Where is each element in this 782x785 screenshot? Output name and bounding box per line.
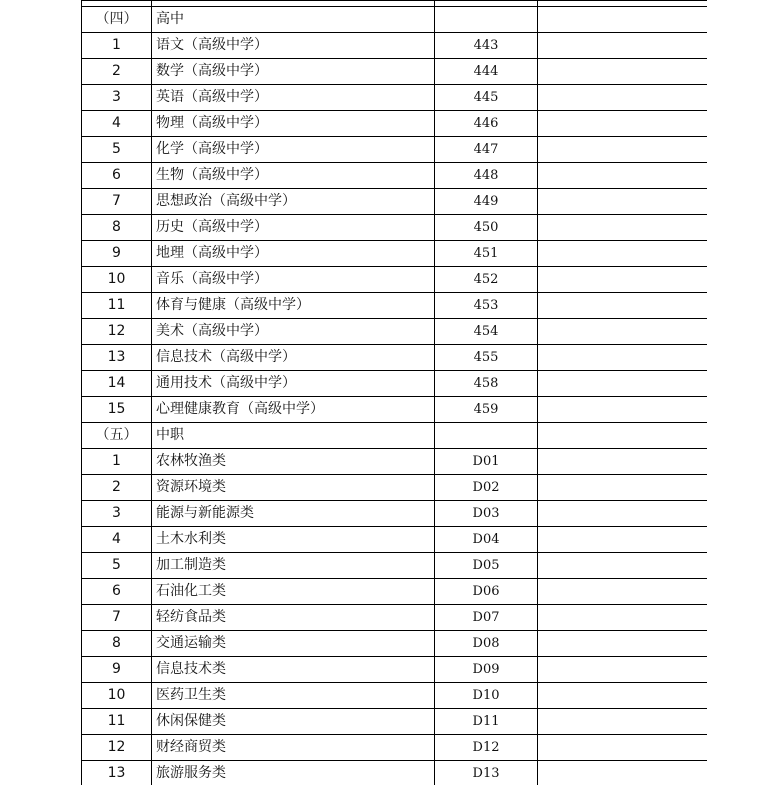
subject-name: 地理（高级中学） xyxy=(152,241,435,267)
remark-cell xyxy=(538,163,708,189)
subject-code: 446 xyxy=(435,111,538,137)
subject-name: 加工制造类 xyxy=(152,553,435,579)
table-row xyxy=(82,527,708,553)
row-number: 11 xyxy=(82,709,152,735)
subject-table-body xyxy=(82,1,708,785)
remark-cell xyxy=(538,631,708,657)
row-number: 8 xyxy=(82,215,152,241)
subject-name: 化学（高级中学） xyxy=(152,137,435,163)
table-row xyxy=(82,761,708,785)
remark-cell xyxy=(538,761,708,785)
subject-name: 思想政治（高级中学） xyxy=(152,189,435,215)
section-code-cell xyxy=(435,7,538,33)
subject-name: 心理健康教育（高级中学） xyxy=(152,397,435,423)
subject-code: 458 xyxy=(435,371,538,397)
table-row xyxy=(82,475,708,501)
subject-name: 旅游服务类 xyxy=(152,761,435,785)
remark-cell xyxy=(538,709,708,735)
table-row xyxy=(82,605,708,631)
subject-code: D04 xyxy=(435,527,538,553)
subject-code: D11 xyxy=(435,709,538,735)
subject-code: 455 xyxy=(435,345,538,371)
row-number: 4 xyxy=(82,527,152,553)
row-number: 10 xyxy=(82,683,152,709)
section-header-row xyxy=(82,423,708,449)
remark-cell xyxy=(538,527,708,553)
table-row xyxy=(82,709,708,735)
subject-code: D07 xyxy=(435,605,538,631)
remark-cell xyxy=(538,371,708,397)
table-row xyxy=(82,85,708,111)
table-row xyxy=(82,33,708,59)
subject-code: 450 xyxy=(435,215,538,241)
subject-table-container xyxy=(81,0,707,785)
row-number: 1 xyxy=(82,33,152,59)
subject-code: 448 xyxy=(435,163,538,189)
row-number: 12 xyxy=(82,735,152,761)
row-number: 5 xyxy=(82,137,152,163)
row-number: 10 xyxy=(82,267,152,293)
subject-name: 石油化工类 xyxy=(152,579,435,605)
subject-code: D08 xyxy=(435,631,538,657)
subject-name: 信息技术（高级中学） xyxy=(152,345,435,371)
subject-name: 土木水利类 xyxy=(152,527,435,553)
subject-name: 数学（高级中学） xyxy=(152,59,435,85)
subject-table xyxy=(81,0,707,785)
remark-cell xyxy=(538,579,708,605)
subject-name: 能源与新能源类 xyxy=(152,501,435,527)
subject-name: 体育与健康（高级中学） xyxy=(152,293,435,319)
remark-cell xyxy=(538,501,708,527)
remark-cell xyxy=(538,33,708,59)
table-row xyxy=(82,371,708,397)
row-number: 8 xyxy=(82,631,152,657)
row-number: 2 xyxy=(82,59,152,85)
subject-code: D02 xyxy=(435,475,538,501)
table-row xyxy=(82,553,708,579)
remark-cell xyxy=(538,137,708,163)
row-number: 11 xyxy=(82,293,152,319)
row-number: 6 xyxy=(82,163,152,189)
row-number: 7 xyxy=(82,605,152,631)
table-row xyxy=(82,345,708,371)
table-row xyxy=(82,189,708,215)
subject-name: 财经商贸类 xyxy=(152,735,435,761)
row-number: 3 xyxy=(82,85,152,111)
row-number: 12 xyxy=(82,319,152,345)
subject-code: 459 xyxy=(435,397,538,423)
remark-cell xyxy=(538,397,708,423)
row-number: 1 xyxy=(82,449,152,475)
subject-code: D03 xyxy=(435,501,538,527)
table-row xyxy=(82,657,708,683)
subject-code: 453 xyxy=(435,293,538,319)
row-number: 13 xyxy=(82,761,152,785)
table-row xyxy=(82,683,708,709)
subject-name: 生物（高级中学） xyxy=(152,163,435,189)
table-row xyxy=(82,397,708,423)
row-number: 2 xyxy=(82,475,152,501)
subject-name: 信息技术类 xyxy=(152,657,435,683)
section-title: 高中 xyxy=(152,7,435,33)
subject-code: 449 xyxy=(435,189,538,215)
subject-name: 语文（高级中学） xyxy=(152,33,435,59)
remark-cell xyxy=(538,449,708,475)
remark-cell xyxy=(538,267,708,293)
row-number: 14 xyxy=(82,371,152,397)
subject-name: 交通运输类 xyxy=(152,631,435,657)
table-row xyxy=(82,241,708,267)
row-number: 7 xyxy=(82,189,152,215)
row-number: 6 xyxy=(82,579,152,605)
subject-name: 资源环境类 xyxy=(152,475,435,501)
table-row xyxy=(82,735,708,761)
remark-cell xyxy=(538,553,708,579)
table-row xyxy=(82,631,708,657)
subject-code: D13 xyxy=(435,761,538,785)
subject-code: 454 xyxy=(435,319,538,345)
table-row xyxy=(82,293,708,319)
section-header-row xyxy=(82,7,708,33)
remark-cell xyxy=(538,345,708,371)
subject-code: D05 xyxy=(435,553,538,579)
remark-cell xyxy=(538,111,708,137)
subject-code: 452 xyxy=(435,267,538,293)
remark-cell xyxy=(538,319,708,345)
table-row xyxy=(82,319,708,345)
subject-code: D12 xyxy=(435,735,538,761)
section-remark-cell xyxy=(538,7,708,33)
subject-name: 英语（高级中学） xyxy=(152,85,435,111)
section-code-cell xyxy=(435,423,538,449)
remark-cell xyxy=(538,85,708,111)
row-number: 4 xyxy=(82,111,152,137)
remark-cell xyxy=(538,657,708,683)
row-number: 9 xyxy=(82,657,152,683)
remark-cell xyxy=(538,683,708,709)
subject-name: 美术（高级中学） xyxy=(152,319,435,345)
subject-code: 444 xyxy=(435,59,538,85)
table-row xyxy=(82,111,708,137)
subject-code: 445 xyxy=(435,85,538,111)
subject-name: 通用技术（高级中学） xyxy=(152,371,435,397)
remark-cell xyxy=(538,475,708,501)
subject-code: 443 xyxy=(435,33,538,59)
subject-code: 451 xyxy=(435,241,538,267)
row-number: 3 xyxy=(82,501,152,527)
remark-cell xyxy=(538,215,708,241)
subject-name: 历史（高级中学） xyxy=(152,215,435,241)
remark-cell xyxy=(538,241,708,267)
subject-code: D06 xyxy=(435,579,538,605)
section-index: （四） xyxy=(82,7,152,33)
section-title: 中职 xyxy=(152,423,435,449)
table-row xyxy=(82,59,708,85)
section-index: （五） xyxy=(82,423,152,449)
subject-code: D10 xyxy=(435,683,538,709)
remark-cell xyxy=(538,735,708,761)
subject-code: 447 xyxy=(435,137,538,163)
row-number: 15 xyxy=(82,397,152,423)
subject-name: 休闲保健类 xyxy=(152,709,435,735)
row-number: 5 xyxy=(82,553,152,579)
remark-cell xyxy=(538,59,708,85)
remark-cell xyxy=(538,293,708,319)
table-row xyxy=(82,449,708,475)
remark-cell xyxy=(538,189,708,215)
table-row xyxy=(82,163,708,189)
table-row xyxy=(82,501,708,527)
subject-code: D01 xyxy=(435,449,538,475)
subject-name: 音乐（高级中学） xyxy=(152,267,435,293)
table-row xyxy=(82,579,708,605)
subject-name: 医药卫生类 xyxy=(152,683,435,709)
table-row xyxy=(82,215,708,241)
subject-name: 轻纺食品类 xyxy=(152,605,435,631)
table-row xyxy=(82,137,708,163)
subject-name: 物理（高级中学） xyxy=(152,111,435,137)
section-remark-cell xyxy=(538,423,708,449)
subject-code: D09 xyxy=(435,657,538,683)
subject-name: 农林牧渔类 xyxy=(152,449,435,475)
remark-cell xyxy=(538,605,708,631)
row-number: 13 xyxy=(82,345,152,371)
row-number: 9 xyxy=(82,241,152,267)
table-row xyxy=(82,267,708,293)
